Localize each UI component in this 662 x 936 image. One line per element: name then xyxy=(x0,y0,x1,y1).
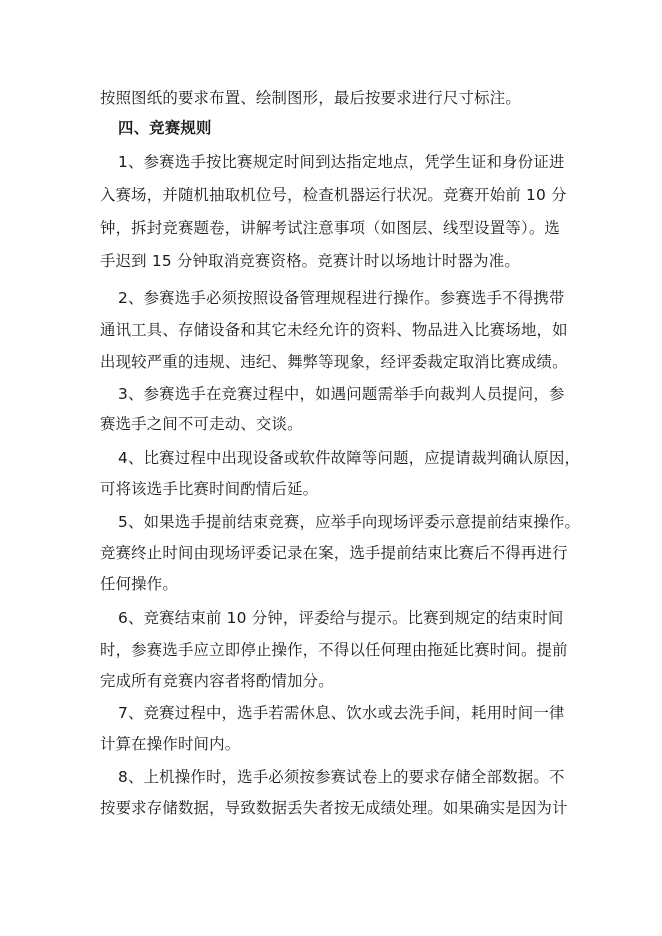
rule-5-line-3: 任何操作。 xyxy=(100,575,178,593)
rule-1-line-2: 入赛场，并随机抽取机位号，检查机器运行状况。竞赛开始前 10 分 xyxy=(100,186,567,204)
rule-7-line-2: 计算在操作时间内。 xyxy=(100,735,241,753)
rule-4-line-1: 4、比赛过程中出现设备或软件故障等问题，应提请裁判确认原因， xyxy=(118,449,581,467)
intro-line: 按照图纸的要求布置、绘制图形，最后按要求进行尺寸标注。 xyxy=(100,89,521,107)
rule-5-line-1: 5、如果选手提前结束竞赛，应举手向现场评委示意提前结束操作。 xyxy=(118,513,581,531)
rule-7-line-1: 7、竞赛过程中，选手若需休息、饮水或去洗手间，耗用时间一律 xyxy=(118,704,565,722)
rule-5-line-2: 竞赛终止时间由现场评委记录在案，选手提前结束比赛后不得再进行 xyxy=(100,544,568,562)
rule-8-line-2: 按要求存储数据，导致数据丢失者按无成绩处理。如果确实是因为计 xyxy=(100,799,568,817)
rule-6-line-2: 时，参赛选手应立即停止操作，不得以任何理由拖延比赛时间。提前 xyxy=(100,641,568,659)
rule-1-line-4: 手迟到 15 分钟取消竞赛资格。竞赛计时以场地计时器为准。 xyxy=(100,252,520,270)
section-heading: 四、竞赛规则 xyxy=(118,119,212,137)
rule-4-line-2: 可将该选手比赛时间酌情后延。 xyxy=(100,480,319,498)
rule-3-line-1: 3、参赛选手在竞赛过程中，如遇问题需举手向裁判人员提问，参 xyxy=(118,385,565,403)
rule-1-line-1: 1、参赛选手按比赛规定时间到达指定地点，凭学生证和身份证进 xyxy=(118,153,565,171)
rule-6-line-1: 6、竞赛结束前 10 分钟，评委给与提示。比赛到规定的结束时间 xyxy=(118,609,564,627)
rule-3-line-2: 赛选手之间不可走动、交谈。 xyxy=(100,415,303,433)
rule-2-line-2: 通讯工具、存储设备和其它未经允许的资料、物品进入比赛场地，如 xyxy=(100,321,568,339)
rule-8-line-1: 8、上机操作时，选手必须按参赛试卷上的要求存储全部数据。不 xyxy=(118,768,565,786)
rule-2-line-1: 2、参赛选手必须按照设备管理规程进行操作。参赛选手不得携带 xyxy=(118,289,565,307)
rule-1-line-3: 钟，拆封竞赛题卷，讲解考试注意事项（如图层、线型设置等）。选 xyxy=(100,219,561,237)
rule-6-line-3: 完成所有竞赛内容者将酌情加分。 xyxy=(100,672,334,690)
rule-2-line-3: 出现较严重的违规、违纪、舞弊等现象，经评委裁定取消比赛成绩。 xyxy=(100,353,568,371)
